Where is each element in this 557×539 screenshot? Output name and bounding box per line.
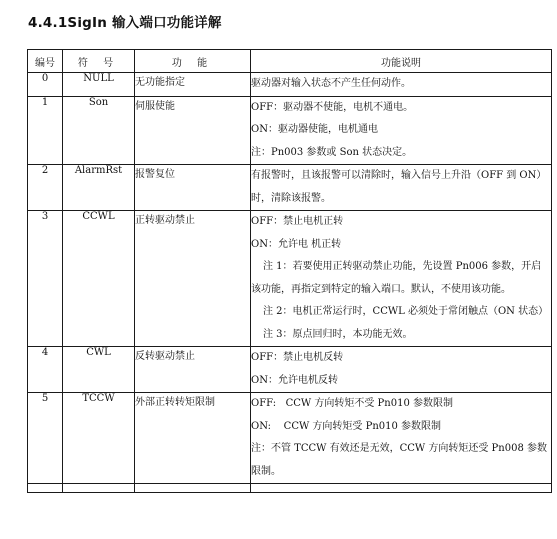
cell-function: 伺服使能 (135, 96, 251, 165)
cell-description (251, 211, 552, 347)
cell-function (135, 484, 251, 493)
description-line: 驱动器对输入状态不产生任何动作。 (251, 78, 411, 89)
table-row (28, 393, 552, 484)
description-paragraph: 有报警时，且该报警可以清除时，输入信号上升沿（OFF 到 ON）时，清除该报警。 (251, 170, 547, 204)
table-row (28, 96, 552, 165)
description-note: 注：Pn003 参数或 Son 状态决定。 (251, 146, 413, 158)
cell-function: 反转驱动禁止 (135, 347, 251, 393)
description-note: 注 3：原点回归时，本功能无效。 (263, 328, 413, 340)
description-line: ON: CCW 方向转矩受 Pn010 参数限制 (251, 420, 442, 432)
cell-function: 无功能指定 (135, 73, 251, 97)
cell-symbol: TCCW (63, 393, 135, 484)
cell-description (251, 393, 552, 484)
cell-description (251, 347, 552, 393)
description-note: 注：不管 TCCW 有效还是无效，CCW 方向转矩还受 Pn008 参数限制。 (251, 443, 547, 477)
cell-symbol: Son (63, 96, 135, 165)
description-line: OFF：驱动器不使能，电机不通电。 (251, 101, 414, 113)
header-symbol: 符 号 (63, 50, 135, 73)
cell-symbol (63, 484, 135, 493)
description-note: 注 1：若要使用正转驱动禁止功能，先设置 Pn006 参数，开启该功能，再指定到特定的输入端口。默认，不使用该功能。 (251, 261, 542, 295)
description-line: ON：驱动器使能，电机通电 (251, 124, 378, 135)
table-row-partial (28, 484, 552, 493)
table-row (28, 211, 552, 347)
cell-number (28, 484, 63, 493)
cell-symbol: CCWL (63, 211, 135, 347)
cell-number: 5 (28, 393, 63, 484)
cell-number: 1 (28, 96, 63, 165)
table-row (28, 165, 552, 211)
cell-number: 4 (28, 347, 63, 393)
cell-description (251, 96, 552, 165)
header-number: 编号 (28, 50, 63, 73)
header-description: 功能说明 (251, 50, 552, 73)
description-note: 注 2：电机正常运行时，CCWL 必须处于常闭触点（ON 状态） (263, 306, 549, 317)
cell-function: 正转驱动禁止 (135, 211, 251, 347)
table-row (28, 73, 552, 97)
cell-number: 3 (28, 211, 63, 347)
table-row (28, 347, 552, 393)
sigin-function-table (27, 49, 552, 493)
cell-symbol: AlarmRst (63, 165, 135, 211)
section-heading: 4.4.1SigIn 输入端口功能详解 (28, 15, 222, 31)
cell-description (251, 73, 552, 97)
cell-description (251, 484, 552, 493)
cell-number: 2 (28, 165, 63, 211)
cell-symbol: NULL (63, 73, 135, 97)
description-line: OFF：禁止电机正转 (251, 216, 344, 227)
cell-symbol: CWL (63, 347, 135, 393)
description-line: OFF: CCW 方向转矩不受 Pn010 参数限制 (251, 398, 453, 409)
cell-number: 0 (28, 73, 63, 97)
header-function: 功 能 (135, 50, 251, 73)
cell-function: 外部正转转矩限制 (135, 393, 251, 484)
cell-description (251, 165, 552, 211)
table-header-row (28, 50, 552, 73)
description-line: ON：允许电机反转 (251, 374, 338, 386)
cell-function: 报警复位 (135, 165, 251, 211)
description-line: ON：允许电 机正转 (251, 238, 342, 250)
description-line: OFF：禁止电机反转 (251, 352, 344, 363)
